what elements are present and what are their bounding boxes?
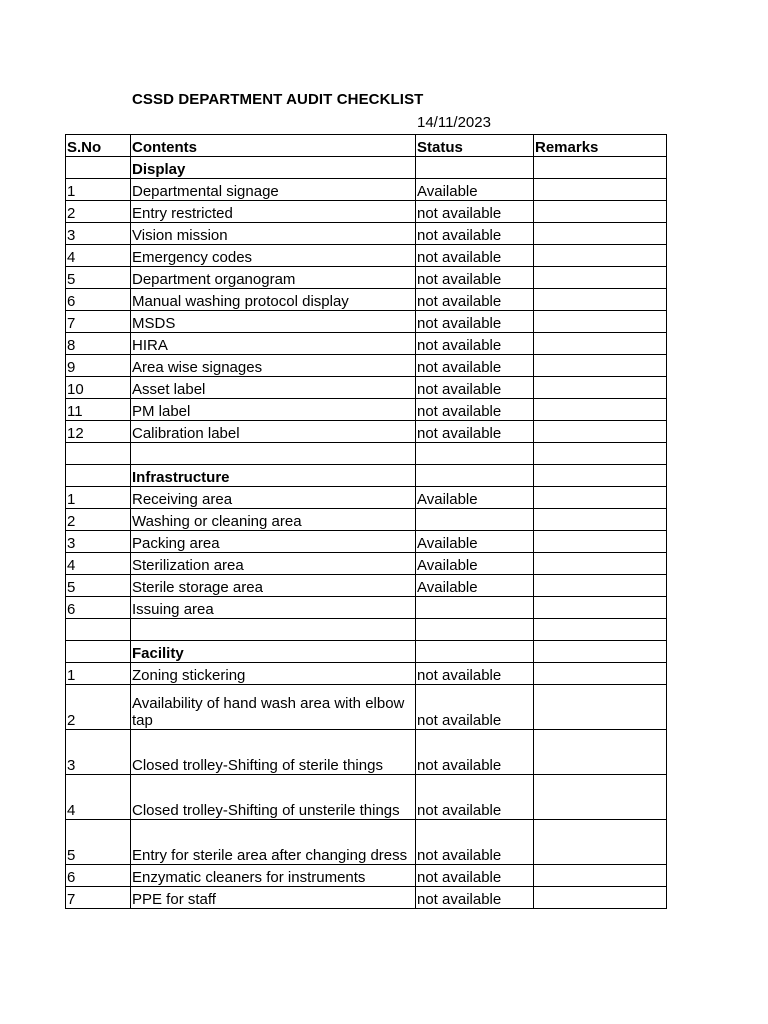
table-row <box>66 730 667 775</box>
cell-sno: 2 <box>66 201 131 223</box>
cell-content: Closed trolley-Shifting of sterile things <box>131 730 416 775</box>
cell-status <box>416 509 534 531</box>
cell-sno: 1 <box>66 179 131 201</box>
cell-content: Sterile storage area <box>131 575 416 597</box>
cell-remarks <box>534 223 667 245</box>
table-row <box>66 685 667 730</box>
cell-status: not available <box>416 775 534 820</box>
cell-status: not available <box>416 685 534 730</box>
cell-sno: 7 <box>66 887 131 909</box>
table-row <box>66 201 667 223</box>
table-row <box>66 575 667 597</box>
cell-status: not available <box>416 201 534 223</box>
cell-status: not available <box>416 377 534 399</box>
cell-sno: 2 <box>66 509 131 531</box>
table-row <box>66 399 667 421</box>
cell-remarks <box>534 663 667 685</box>
cell-sno: 5 <box>66 820 131 865</box>
cell-content: PPE for staff <box>131 887 416 909</box>
cell-content: Department organogram <box>131 267 416 289</box>
cell-sno: 10 <box>66 377 131 399</box>
cell-sno <box>66 465 131 487</box>
cell-sno: 1 <box>66 487 131 509</box>
section-row <box>66 641 667 663</box>
cell-status: not available <box>416 355 534 377</box>
cell-status <box>416 619 534 641</box>
cell-content: Sterilization area <box>131 553 416 575</box>
cell-status: not available <box>416 223 534 245</box>
cell-remarks <box>534 289 667 311</box>
cell-sno: 12 <box>66 421 131 443</box>
cell-sno: 3 <box>66 531 131 553</box>
cell-content: Washing or cleaning area <box>131 509 416 531</box>
cell-content: Area wise signages <box>131 355 416 377</box>
cell-remarks <box>534 865 667 887</box>
cell-content: Display <box>131 157 416 179</box>
table-row <box>66 597 667 619</box>
cell-remarks <box>534 245 667 267</box>
cell-sno: 4 <box>66 553 131 575</box>
cell-content: Asset label <box>131 377 416 399</box>
cell-status: not available <box>416 267 534 289</box>
cell-status: not available <box>416 730 534 775</box>
blank-row <box>66 443 667 465</box>
cell-status <box>416 465 534 487</box>
cell-status: Available <box>416 487 534 509</box>
cell-status: not available <box>416 820 534 865</box>
cell-content: Issuing area <box>131 597 416 619</box>
table-row <box>66 333 667 355</box>
table-row <box>66 865 667 887</box>
cell-sno: 1 <box>66 663 131 685</box>
cell-sno <box>66 619 131 641</box>
cell-remarks <box>534 157 667 179</box>
header-row <box>66 135 667 157</box>
cell-status <box>416 641 534 663</box>
cell-remarks <box>534 597 667 619</box>
cell-content: Infrastructure <box>131 465 416 487</box>
cell-content: Manual washing protocol display <box>131 289 416 311</box>
cell-content: PM label <box>131 399 416 421</box>
cell-remarks <box>534 179 667 201</box>
cell-remarks <box>534 355 667 377</box>
cell-content <box>131 443 416 465</box>
checklist-body <box>66 135 667 909</box>
cell-sno <box>66 641 131 663</box>
cell-remarks <box>534 775 667 820</box>
cell-status: not available <box>416 311 534 333</box>
cell-content: Vision mission <box>131 223 416 245</box>
table-row <box>66 663 667 685</box>
cell-status: not available <box>416 865 534 887</box>
table-row <box>66 487 667 509</box>
table-row <box>66 887 667 909</box>
audit-date: 14/11/2023 <box>417 114 491 131</box>
cell-sno: 4 <box>66 775 131 820</box>
cell-remarks <box>534 487 667 509</box>
cell-content: Zoning stickering <box>131 663 416 685</box>
table-row <box>66 179 667 201</box>
table-row <box>66 421 667 443</box>
cell-sno: 6 <box>66 865 131 887</box>
cell-remarks <box>534 465 667 487</box>
cell-remarks <box>534 730 667 775</box>
section-row <box>66 157 667 179</box>
cell-remarks <box>534 201 667 223</box>
cell-status: Available <box>416 531 534 553</box>
table-row <box>66 531 667 553</box>
cell-sno: 3 <box>66 223 131 245</box>
cell-content <box>131 619 416 641</box>
cell-remarks <box>534 641 667 663</box>
cell-status: not available <box>416 887 534 909</box>
cell-status: not available <box>416 421 534 443</box>
cell-remarks <box>534 553 667 575</box>
cell-status <box>416 157 534 179</box>
audit-checklist-table <box>65 134 667 909</box>
blank-row <box>66 619 667 641</box>
table-row <box>66 289 667 311</box>
table-row <box>66 355 667 377</box>
cell-sno: 2 <box>66 685 131 730</box>
cell-content: Packing area <box>131 531 416 553</box>
cell-status: not available <box>416 245 534 267</box>
cell-remarks <box>534 685 667 730</box>
cell-status: not available <box>416 289 534 311</box>
table-row <box>66 775 667 820</box>
cell-remarks <box>534 333 667 355</box>
cell-sno: 5 <box>66 575 131 597</box>
cell-sno <box>66 443 131 465</box>
cell-sno <box>66 157 131 179</box>
cell-content: Calibration label <box>131 421 416 443</box>
cell-sno: 6 <box>66 597 131 619</box>
cell-status: not available <box>416 399 534 421</box>
cell-content: Emergency codes <box>131 245 416 267</box>
cell-sno: 11 <box>66 399 131 421</box>
table-row <box>66 553 667 575</box>
table-row <box>66 509 667 531</box>
table-row <box>66 377 667 399</box>
cell-sno: 5 <box>66 267 131 289</box>
cell-status <box>416 597 534 619</box>
cell-remarks <box>534 509 667 531</box>
cell-content: Entry for sterile area after changing dress <box>131 820 416 865</box>
cell-remarks <box>534 377 667 399</box>
cell-sno: 3 <box>66 730 131 775</box>
cell-content: Enzymatic cleaners for instruments <box>131 865 416 887</box>
cell-sno: 8 <box>66 333 131 355</box>
cell-remarks <box>534 311 667 333</box>
cell-content: Closed trolley-Shifting of unsterile things <box>131 775 416 820</box>
cell-content: Entry restricted <box>131 201 416 223</box>
cell-remarks <box>534 399 667 421</box>
cell-remarks <box>534 267 667 289</box>
cell-status: not available <box>416 333 534 355</box>
header-sno: S.No <box>66 135 131 157</box>
cell-status: Available <box>416 553 534 575</box>
cell-sno: 6 <box>66 289 131 311</box>
cell-content: Departmental signage <box>131 179 416 201</box>
table-row <box>66 311 667 333</box>
cell-status: Available <box>416 179 534 201</box>
cell-content: Facility <box>131 641 416 663</box>
table-row <box>66 245 667 267</box>
section-row <box>66 465 667 487</box>
header-remarks: Remarks <box>534 135 667 157</box>
table-row <box>66 223 667 245</box>
cell-remarks <box>534 820 667 865</box>
cell-remarks <box>534 575 667 597</box>
cell-status: not available <box>416 663 534 685</box>
cell-content: HIRA <box>131 333 416 355</box>
cell-content: Availability of hand wash area with elbow tap <box>131 685 416 730</box>
header-contents: Contents <box>131 135 416 157</box>
cell-remarks <box>534 443 667 465</box>
cell-status <box>416 443 534 465</box>
cell-remarks <box>534 531 667 553</box>
cell-remarks <box>534 421 667 443</box>
page-title: CSSD DEPARTMENT AUDIT CHECKLIST <box>132 91 424 108</box>
header-status: Status <box>416 135 534 157</box>
cell-sno: 7 <box>66 311 131 333</box>
table-row <box>66 267 667 289</box>
cell-sno: 4 <box>66 245 131 267</box>
cell-remarks <box>534 887 667 909</box>
cell-sno: 9 <box>66 355 131 377</box>
cell-remarks <box>534 619 667 641</box>
cell-content: MSDS <box>131 311 416 333</box>
cell-status: Available <box>416 575 534 597</box>
table-row <box>66 820 667 865</box>
cell-content: Receiving area <box>131 487 416 509</box>
